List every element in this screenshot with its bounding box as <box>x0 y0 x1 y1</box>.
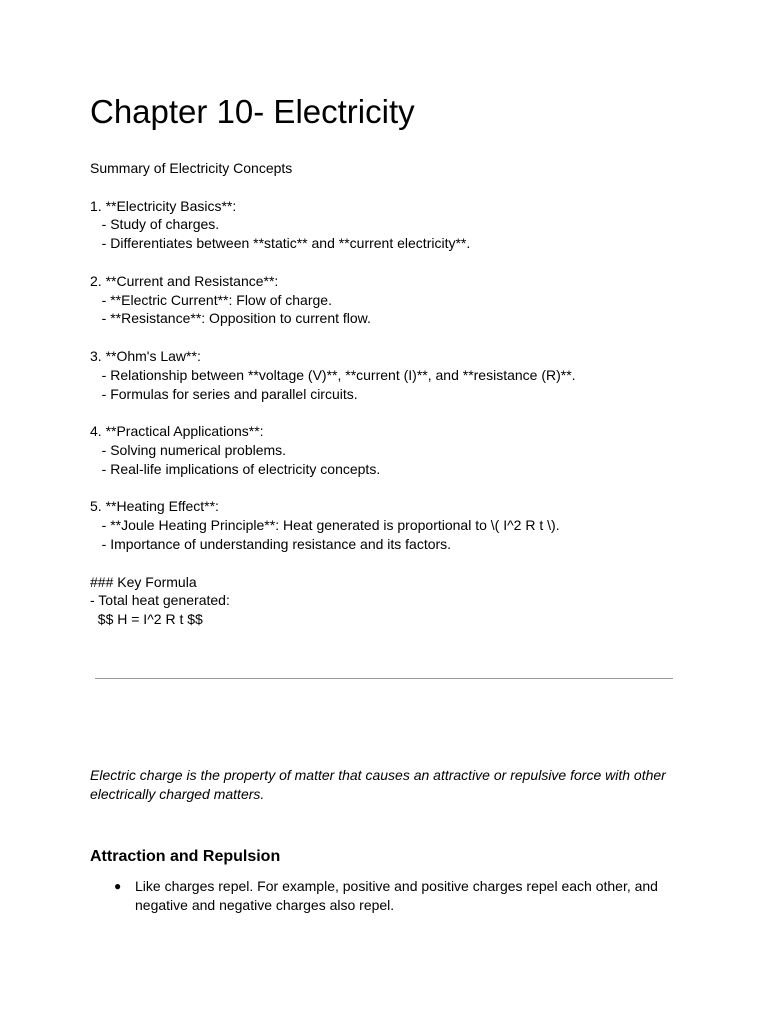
summary-block <box>90 159 710 629</box>
summary-line: - Real-life implications of electricity concepts. <box>90 460 381 477</box>
summary-line <box>90 328 710 347</box>
summary-line <box>90 479 710 498</box>
summary-line: Summary of Electricity Concepts <box>90 160 293 176</box>
summary-line <box>90 253 710 272</box>
summary-line: 2. **Current and Resistance**: <box>90 272 279 289</box>
horizontal-divider <box>95 678 673 679</box>
summary-line: 4. **Practical Applications**: <box>90 423 264 440</box>
summary-line: $$ H = I^2 R t $$ <box>90 611 203 628</box>
list-item <box>90 877 680 915</box>
summary-line <box>90 403 710 422</box>
list-item-text: Like charges repel. For example, positive and positive charges repel each other, and negative and negative charges also repel. <box>135 878 658 913</box>
summary-line: - Total heat generated: <box>90 592 230 609</box>
summary-line <box>90 178 710 197</box>
summary-line: - **Electric Current**: Flow of charge. <box>90 291 332 308</box>
summary-line: - Solving numerical problems. <box>90 441 287 458</box>
summary-line: - Importance of understanding resistance and its factors. <box>90 535 452 552</box>
summary-line: - Study of charges. <box>90 216 220 233</box>
section-heading: Attraction and Repulsion <box>90 848 281 865</box>
summary-line: - **Joule Heating Principle**: Heat generated is proportional to \( I^2 R t \). <box>90 517 560 534</box>
bullet-icon: ● <box>114 879 122 893</box>
page-title: Chapter 10- Electricity <box>90 93 415 130</box>
summary-line: 3. **Ohm's Law**: <box>90 347 201 364</box>
summary-line: ### Key Formula <box>90 573 197 590</box>
bullet-list <box>90 877 680 915</box>
definition-paragraph: Electric charge is the property of matter that causes an attractive or repulsive force with other electrically charged matters. <box>90 767 666 802</box>
summary-line: - **Resistance**: Opposition to current flow. <box>90 310 371 327</box>
summary-line: 5. **Heating Effect**: <box>90 498 219 515</box>
summary-line: - Formulas for series and parallel circuits. <box>90 385 358 402</box>
summary-line: - Relationship between **voltage (V)**, **current (I)**, and **resistance (R)**. <box>90 366 576 383</box>
summary-line: - Differentiates between **static** and **current electricity**. <box>90 235 471 252</box>
summary-line: 1. **Electricity Basics**: <box>90 197 237 214</box>
summary-line <box>90 554 710 573</box>
